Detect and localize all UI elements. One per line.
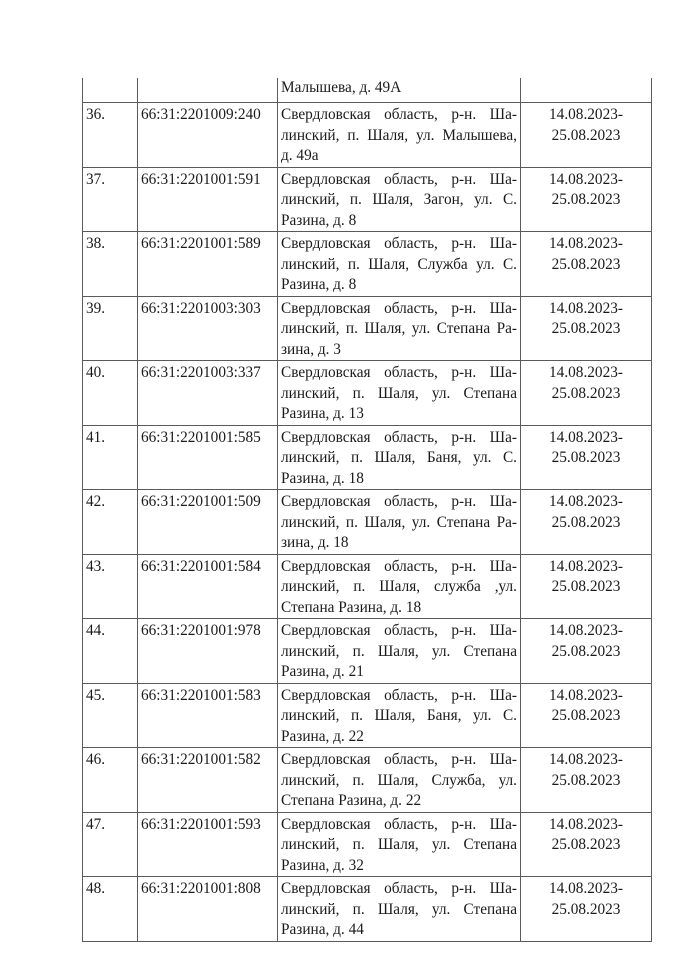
address-line: линский, п. Шаля, ул. Степана [281,384,517,402]
period [521,425,652,490]
cadastral-number: 66:31:2201003:303 [138,296,278,361]
period-start: 14.08.2023- [549,170,623,188]
address-line: линский, п. Шаля, Загон, ул. С. [281,191,517,208]
period-end: 25.08.2023 [551,642,621,660]
row-number: 41. [83,425,138,490]
table-row-continuation [83,78,652,103]
address-line: Свердловская область, р-н. Ша- [281,299,517,317]
period-start: 14.08.2023- [549,235,623,252]
cadastral-number: 66:31:2201001:808 [138,877,278,942]
address-line: Разина, д. 21 [281,663,364,680]
period-start: 14.08.2023- [549,815,623,833]
address [278,877,521,942]
address-line: линский, п. Шаля, Служба, ул. [281,771,517,789]
table-row [83,877,652,942]
table-row [83,296,652,361]
land-plots-table [82,78,652,942]
period [521,490,652,555]
row-number: 46. [83,748,138,813]
period-end: 25.08.2023 [551,578,621,595]
address [278,296,521,361]
period-end: 25.08.2023 [551,320,621,337]
address-line: линский, п. Шаля, ул. Степана [281,836,517,853]
period-end: 25.08.2023 [551,771,621,789]
address-line: линский, п. Шаля, служба ,ул. [281,578,517,595]
address-line: линский, п. Шаля, Служба ул. С. [281,255,517,273]
period [521,812,652,877]
address-line: Свердловская область, р-н. Ша- [281,235,517,252]
row-number: 45. [83,683,138,748]
period-start: 14.08.2023- [549,364,623,381]
table-row [83,812,652,877]
address-line: линский, п. Шаля, ул. Степана Ра- [281,513,517,531]
period [521,554,652,619]
address-line: Степана Разина, д. 22 [281,792,422,809]
period-start: 14.08.2023- [549,557,623,575]
period-start: 14.08.2023- [549,686,623,704]
cadastral-number: 66:31:2201001:582 [138,748,278,813]
period-start: 14.08.2023- [549,622,623,639]
period-start: 14.08.2023- [549,493,623,510]
period-end: 25.08.2023 [551,126,621,144]
cadastral-number [138,78,278,103]
address-line: Разина, д. 8 [281,276,357,293]
period-start: 14.08.2023- [549,106,623,123]
period [521,748,652,813]
period-end: 25.08.2023 [551,900,621,918]
period [521,232,652,297]
row-number: 42. [83,490,138,555]
period-end: 25.08.2023 [551,384,621,402]
period-end: 25.08.2023 [551,255,621,273]
cadastral-number: 66:31:2201001:589 [138,232,278,297]
cadastral-number: 66:31:2201003:337 [138,361,278,426]
address-line: линский, п. Шаля, Баня, ул. С. [281,707,517,724]
period-start: 14.08.2023- [549,428,623,446]
period [521,296,652,361]
table-row [83,683,652,748]
cadastral-number: 66:31:2201001:583 [138,683,278,748]
address-line: линский, п. Шаля, ул. Степана [281,900,517,918]
cadastral-number: 66:31:2201001:593 [138,812,278,877]
period-end: 25.08.2023 [551,836,621,853]
address-line: Разина, д. 18 [281,469,364,487]
address-line: линский, п. Шаля, ул. Малышева, [281,126,517,144]
address-line: линский, п. Шаля, Баня, ул. С. [281,449,517,466]
address-line: Свердловская область, р-н. Ша- [281,622,517,639]
table-row [83,619,652,684]
cadastral-number: 66:31:2201001:509 [138,490,278,555]
period [521,167,652,232]
cadastral-number: 66:31:2201001:585 [138,425,278,490]
row-number [83,78,138,103]
address-line: д. 49а [281,147,319,164]
period-end: 25.08.2023 [551,513,621,531]
address-line: Разина, д. 44 [281,921,364,938]
address [278,425,521,490]
address-line: Разина, д. 13 [281,405,364,422]
address-line: Разина, д. 32 [281,856,364,874]
address-line: Свердловская область, р-н. Ша- [281,364,517,381]
address [278,748,521,813]
row-number: 48. [83,877,138,942]
table-row [83,361,652,426]
address [278,554,521,619]
table-row [83,167,652,232]
period [521,619,652,684]
address-line: Свердловская область, р-н. Ша- [281,815,517,833]
row-number: 43. [83,554,138,619]
period [521,877,652,942]
row-number: 40. [83,361,138,426]
address [278,619,521,684]
period-end: 25.08.2023 [551,191,621,208]
table-row [83,748,652,813]
address-line: Свердловская область, р-н. Ша- [281,493,517,510]
address-line: Разина, д. 22 [281,727,364,745]
table-row [83,232,652,297]
period-start: 14.08.2023- [549,880,623,897]
row-number: 37. [83,167,138,232]
period [521,103,652,168]
address-line: Свердловская область, р-н. Ша- [281,686,517,704]
period-end: 25.08.2023 [551,449,621,466]
cadastral-number: 66:31:2201009:240 [138,103,278,168]
address [278,167,521,232]
row-number: 44. [83,619,138,684]
address-line: Свердловская область, р-н. Ша- [281,170,517,188]
row-number: 36. [83,103,138,168]
address [278,78,521,103]
address [278,812,521,877]
address [278,232,521,297]
period [521,78,652,103]
address-line: Разина, д. 8 [281,211,357,229]
address-line: линский, п. Шаля, ул. Степана Ра- [281,320,517,337]
address-line: зина, д. 18 [281,534,349,551]
address-line: Свердловская область, р-н. Ша- [281,106,517,123]
address-line: линский, п. Шаля, ул. Степана [281,642,517,660]
period-start: 14.08.2023- [549,299,623,317]
row-number: 47. [83,812,138,877]
row-number: 39. [83,296,138,361]
address [278,490,521,555]
period [521,361,652,426]
address-line: Свердловская область, р-н. Ша- [281,428,517,446]
address-line: Свердловская область, р-н. Ша- [281,751,517,768]
period [521,683,652,748]
cadastral-number: 66:31:2201001:591 [138,167,278,232]
period-end: 25.08.2023 [551,707,621,724]
cadastral-number: 66:31:2201001:978 [138,619,278,684]
address-line: Свердловская область, р-н. Ша- [281,880,517,897]
row-number: 38. [83,232,138,297]
address [278,103,521,168]
cadastral-number: 66:31:2201001:584 [138,554,278,619]
period-start: 14.08.2023- [549,751,623,768]
table-row [83,490,652,555]
address-line: Степана Разина, д. 18 [281,598,422,616]
table-row [83,554,652,619]
address-line: Свердловская область, р-н. Ша- [281,557,517,575]
address-line: зина, д. 3 [281,340,341,358]
table-row [83,103,652,168]
table-row [83,425,652,490]
address [278,361,521,426]
address [278,683,521,748]
address-line: Малышева, д. 49А [281,79,402,96]
